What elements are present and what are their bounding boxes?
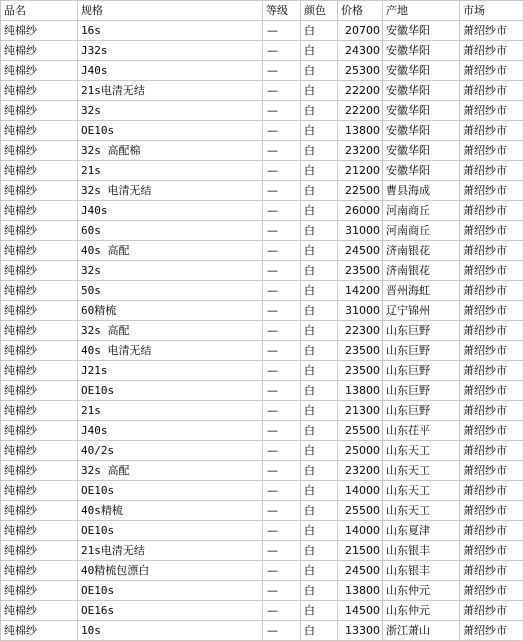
cell-origin: 安徽华阳 <box>383 161 460 181</box>
cell-price: 26000 <box>338 201 383 221</box>
table-row <box>1 361 524 381</box>
cell-product: 纯棉纱 <box>1 501 78 521</box>
cell-price: 14500 <box>338 601 383 621</box>
cell-color: 白 <box>301 361 338 381</box>
cell-product: 纯棉纱 <box>1 481 78 501</box>
table-row <box>1 141 524 161</box>
cell-spec: 16s <box>78 21 263 41</box>
cell-product: 纯棉纱 <box>1 201 78 221</box>
table-row <box>1 381 524 401</box>
cell-product: 纯棉纱 <box>1 121 78 141</box>
cell-spec: 40精梳包漂白 <box>78 561 263 581</box>
cell-spec: 21s <box>78 161 263 181</box>
header-cell-origin: 产地 <box>383 1 460 21</box>
table-row <box>1 241 524 261</box>
cell-product: 纯棉纱 <box>1 221 78 241</box>
table-row <box>1 481 524 501</box>
cell-product: 纯棉纱 <box>1 21 78 41</box>
cell-grade: — <box>263 301 301 321</box>
table-row <box>1 221 524 241</box>
cell-price: 20700 <box>338 21 383 41</box>
cell-origin: 山东巨野 <box>383 361 460 381</box>
cell-price: 22300 <box>338 321 383 341</box>
cell-product: 纯棉纱 <box>1 61 78 81</box>
table-row <box>1 121 524 141</box>
cell-product: 纯棉纱 <box>1 281 78 301</box>
cell-grade: — <box>263 41 301 61</box>
table-row <box>1 441 524 461</box>
cell-spec: 21s电清无结 <box>78 541 263 561</box>
cell-color: 白 <box>301 181 338 201</box>
cell-market: 萧绍纱市 <box>460 401 524 421</box>
cell-price: 24300 <box>338 41 383 61</box>
cell-grade: — <box>263 621 301 641</box>
cell-origin: 山东银丰 <box>383 541 460 561</box>
cell-color: 白 <box>301 121 338 141</box>
cell-color: 白 <box>301 261 338 281</box>
cell-product: 纯棉纱 <box>1 321 78 341</box>
cell-market: 萧绍纱市 <box>460 281 524 301</box>
cell-origin: 济南银花 <box>383 261 460 281</box>
table-row <box>1 501 524 521</box>
cell-grade: — <box>263 221 301 241</box>
cell-origin: 安徽华阳 <box>383 141 460 161</box>
cell-spec: 60精梳 <box>78 301 263 321</box>
table-row <box>1 281 524 301</box>
cell-grade: — <box>263 121 301 141</box>
cell-spec: 32s 高配棉 <box>78 141 263 161</box>
cell-product: 纯棉纱 <box>1 141 78 161</box>
table-row <box>1 161 524 181</box>
header-cell-market: 市场 <box>460 1 524 21</box>
cell-product: 纯棉纱 <box>1 541 78 561</box>
cell-market: 萧绍纱市 <box>460 461 524 481</box>
cell-grade: — <box>263 101 301 121</box>
cell-product: 纯棉纱 <box>1 461 78 481</box>
cell-product: 纯棉纱 <box>1 621 78 641</box>
cell-color: 白 <box>301 441 338 461</box>
cell-origin: 济南银花 <box>383 241 460 261</box>
header-cell-color: 颜色 <box>301 1 338 21</box>
cell-market: 萧绍纱市 <box>460 181 524 201</box>
header-row <box>1 1 524 21</box>
cell-grade: — <box>263 361 301 381</box>
cell-market: 萧绍纱市 <box>460 21 524 41</box>
cell-price: 14000 <box>338 521 383 541</box>
cell-product: 纯棉纱 <box>1 81 78 101</box>
cell-spec: 32s 高配 <box>78 321 263 341</box>
cell-origin: 河南商丘 <box>383 221 460 241</box>
cell-market: 萧绍纱市 <box>460 41 524 61</box>
cell-product: 纯棉纱 <box>1 41 78 61</box>
cell-origin: 晋州海虹 <box>383 281 460 301</box>
cell-color: 白 <box>301 41 338 61</box>
table-row <box>1 101 524 121</box>
cell-origin: 河南商丘 <box>383 201 460 221</box>
cell-grade: — <box>263 381 301 401</box>
cell-price: 21500 <box>338 541 383 561</box>
header-cell-product: 品名 <box>1 1 78 21</box>
cell-grade: — <box>263 261 301 281</box>
cell-origin: 浙江萧山 <box>383 621 460 641</box>
cell-spec: 60s <box>78 221 263 241</box>
cell-origin: 山东巨野 <box>383 341 460 361</box>
cell-price: 23200 <box>338 461 383 481</box>
header-cell-price: 价格 <box>338 1 383 21</box>
cell-market: 萧绍纱市 <box>460 141 524 161</box>
cell-color: 白 <box>301 541 338 561</box>
cell-price: 13800 <box>338 381 383 401</box>
cell-color: 白 <box>301 141 338 161</box>
cell-market: 萧绍纱市 <box>460 261 524 281</box>
cell-grade: — <box>263 461 301 481</box>
cell-market: 萧绍纱市 <box>460 161 524 181</box>
cell-market: 萧绍纱市 <box>460 481 524 501</box>
cell-grade: — <box>263 81 301 101</box>
cell-product: 纯棉纱 <box>1 181 78 201</box>
table-row <box>1 561 524 581</box>
cell-color: 白 <box>301 81 338 101</box>
cell-grade: — <box>263 501 301 521</box>
cell-grade: — <box>263 401 301 421</box>
cell-origin: 山东仲元 <box>383 581 460 601</box>
cell-origin: 山东茌平 <box>383 421 460 441</box>
cell-price: 25500 <box>338 421 383 441</box>
table-row <box>1 181 524 201</box>
cell-market: 萧绍纱市 <box>460 341 524 361</box>
cell-grade: — <box>263 241 301 261</box>
table-row <box>1 261 524 281</box>
table-row <box>1 601 524 621</box>
cell-market: 萧绍纱市 <box>460 581 524 601</box>
cell-origin: 安徽华阳 <box>383 101 460 121</box>
table-row <box>1 321 524 341</box>
cell-product: 纯棉纱 <box>1 581 78 601</box>
cell-price: 31000 <box>338 221 383 241</box>
cell-price: 25300 <box>338 61 383 81</box>
cell-color: 白 <box>301 281 338 301</box>
cell-spec: 21s电清无结 <box>78 81 263 101</box>
cell-product: 纯棉纱 <box>1 601 78 621</box>
table-row <box>1 61 524 81</box>
cell-spec: OE10s <box>78 381 263 401</box>
cell-product: 纯棉纱 <box>1 261 78 281</box>
cell-origin: 辽宁锦州 <box>383 301 460 321</box>
cell-market: 萧绍纱市 <box>460 61 524 81</box>
cell-grade: — <box>263 341 301 361</box>
cell-grade: — <box>263 601 301 621</box>
cell-spec: OE10s <box>78 121 263 141</box>
cell-market: 萧绍纱市 <box>460 561 524 581</box>
cell-color: 白 <box>301 401 338 421</box>
cell-origin: 山东夏津 <box>383 521 460 541</box>
cell-market: 萧绍纱市 <box>460 441 524 461</box>
table-body <box>1 21 524 641</box>
cell-price: 22200 <box>338 81 383 101</box>
cell-product: 纯棉纱 <box>1 161 78 181</box>
cell-color: 白 <box>301 101 338 121</box>
cell-color: 白 <box>301 461 338 481</box>
cell-product: 纯棉纱 <box>1 521 78 541</box>
table-row <box>1 401 524 421</box>
cell-grade: — <box>263 521 301 541</box>
table-row <box>1 421 524 441</box>
cell-market: 萧绍纱市 <box>460 381 524 401</box>
table-row <box>1 201 524 221</box>
cell-spec: 40s精梳 <box>78 501 263 521</box>
cell-origin: 山东银丰 <box>383 561 460 581</box>
cell-grade: — <box>263 181 301 201</box>
header-cell-spec: 规格 <box>78 1 263 21</box>
table-row <box>1 341 524 361</box>
cell-origin: 山东巨野 <box>383 401 460 421</box>
header-cell-grade: 等级 <box>263 1 301 21</box>
cell-price: 22200 <box>338 101 383 121</box>
cell-market: 萧绍纱市 <box>460 541 524 561</box>
cell-grade: — <box>263 61 301 81</box>
cell-color: 白 <box>301 501 338 521</box>
cell-product: 纯棉纱 <box>1 381 78 401</box>
cell-grade: — <box>263 481 301 501</box>
cell-color: 白 <box>301 161 338 181</box>
cell-origin: 曹县海成 <box>383 181 460 201</box>
cell-origin: 山东巨野 <box>383 381 460 401</box>
cell-product: 纯棉纱 <box>1 301 78 321</box>
cell-grade: — <box>263 541 301 561</box>
cell-market: 萧绍纱市 <box>460 321 524 341</box>
cell-product: 纯棉纱 <box>1 441 78 461</box>
cell-spec: 40s 电清无结 <box>78 341 263 361</box>
cell-color: 白 <box>301 621 338 641</box>
cell-spec: 21s <box>78 401 263 421</box>
table-row <box>1 301 524 321</box>
cell-color: 白 <box>301 201 338 221</box>
cell-price: 23500 <box>338 341 383 361</box>
cell-market: 萧绍纱市 <box>460 81 524 101</box>
table-row <box>1 21 524 41</box>
cell-spec: J21s <box>78 361 263 381</box>
cell-origin: 山东天工 <box>383 461 460 481</box>
table-row <box>1 461 524 481</box>
cell-color: 白 <box>301 481 338 501</box>
cell-spec: J40s <box>78 61 263 81</box>
cell-grade: — <box>263 581 301 601</box>
cell-color: 白 <box>301 381 338 401</box>
cell-color: 白 <box>301 221 338 241</box>
cell-market: 萧绍纱市 <box>460 501 524 521</box>
cell-product: 纯棉纱 <box>1 401 78 421</box>
cell-origin: 山东天工 <box>383 481 460 501</box>
cell-origin: 山东天工 <box>383 441 460 461</box>
cell-origin: 安徽华阳 <box>383 81 460 101</box>
cell-grade: — <box>263 441 301 461</box>
cell-price: 25500 <box>338 501 383 521</box>
cell-spec: OE10s <box>78 521 263 541</box>
cell-price: 21300 <box>338 401 383 421</box>
cell-grade: — <box>263 141 301 161</box>
cell-origin: 安徽华阳 <box>383 21 460 41</box>
cell-color: 白 <box>301 601 338 621</box>
cell-product: 纯棉纱 <box>1 421 78 441</box>
cell-price: 13300 <box>338 621 383 641</box>
cell-color: 白 <box>301 301 338 321</box>
cell-spec: 32s <box>78 101 263 121</box>
cell-origin: 安徽华阳 <box>383 61 460 81</box>
cell-product: 纯棉纱 <box>1 341 78 361</box>
cell-origin: 山东巨野 <box>383 321 460 341</box>
cell-color: 白 <box>301 341 338 361</box>
cell-price: 24500 <box>338 561 383 581</box>
cell-color: 白 <box>301 521 338 541</box>
cell-price: 13800 <box>338 121 383 141</box>
cell-origin: 安徽华阳 <box>383 121 460 141</box>
cell-spec: OE16s <box>78 601 263 621</box>
cell-spec: 40s 高配 <box>78 241 263 261</box>
cell-product: 纯棉纱 <box>1 561 78 581</box>
cell-product: 纯棉纱 <box>1 361 78 381</box>
cell-spec: J40s <box>78 201 263 221</box>
cell-price: 14200 <box>338 281 383 301</box>
cell-spec: 10s <box>78 621 263 641</box>
cell-price: 23500 <box>338 361 383 381</box>
cell-price: 25000 <box>338 441 383 461</box>
cell-price: 14000 <box>338 481 383 501</box>
cell-price: 21200 <box>338 161 383 181</box>
cell-spec: 40/2s <box>78 441 263 461</box>
cell-spec: 32s <box>78 261 263 281</box>
cell-market: 萧绍纱市 <box>460 221 524 241</box>
cell-market: 萧绍纱市 <box>460 301 524 321</box>
cell-market: 萧绍纱市 <box>460 201 524 221</box>
cell-grade: — <box>263 281 301 301</box>
table-row <box>1 541 524 561</box>
table-row <box>1 41 524 61</box>
cell-product: 纯棉纱 <box>1 101 78 121</box>
cell-price: 23200 <box>338 141 383 161</box>
cell-color: 白 <box>301 561 338 581</box>
cell-grade: — <box>263 161 301 181</box>
cell-color: 白 <box>301 241 338 261</box>
cell-grade: — <box>263 21 301 41</box>
cell-grade: — <box>263 321 301 341</box>
cell-spec: J40s <box>78 421 263 441</box>
cell-color: 白 <box>301 61 338 81</box>
cell-origin: 山东仲元 <box>383 601 460 621</box>
cell-price: 23500 <box>338 261 383 281</box>
table-row <box>1 521 524 541</box>
cell-market: 萧绍纱市 <box>460 521 524 541</box>
cell-origin: 山东天工 <box>383 501 460 521</box>
table-row <box>1 81 524 101</box>
cell-grade: — <box>263 421 301 441</box>
cell-price: 24500 <box>338 241 383 261</box>
cell-product: 纯棉纱 <box>1 241 78 261</box>
cell-spec: J32s <box>78 41 263 61</box>
cell-color: 白 <box>301 21 338 41</box>
cell-market: 萧绍纱市 <box>460 361 524 381</box>
cell-market: 萧绍纱市 <box>460 101 524 121</box>
cell-spec: OE10s <box>78 481 263 501</box>
cell-spec: 32s 高配 <box>78 461 263 481</box>
cell-price: 22500 <box>338 181 383 201</box>
cell-spec: 32s 电清无结 <box>78 181 263 201</box>
cell-origin: 安徽华阳 <box>383 41 460 61</box>
cell-market: 萧绍纱市 <box>460 121 524 141</box>
cell-grade: — <box>263 561 301 581</box>
cell-spec: 50s <box>78 281 263 301</box>
cell-color: 白 <box>301 321 338 341</box>
cell-grade: — <box>263 201 301 221</box>
cell-color: 白 <box>301 421 338 441</box>
cell-color: 白 <box>301 581 338 601</box>
cell-market: 萧绍纱市 <box>460 601 524 621</box>
cell-price: 13800 <box>338 581 383 601</box>
table-row <box>1 581 524 601</box>
cell-market: 萧绍纱市 <box>460 421 524 441</box>
cell-spec: OE10s <box>78 581 263 601</box>
cell-market: 萧绍纱市 <box>460 241 524 261</box>
cell-price: 31000 <box>338 301 383 321</box>
table-row <box>1 621 524 641</box>
cell-market: 萧绍纱市 <box>460 621 524 641</box>
